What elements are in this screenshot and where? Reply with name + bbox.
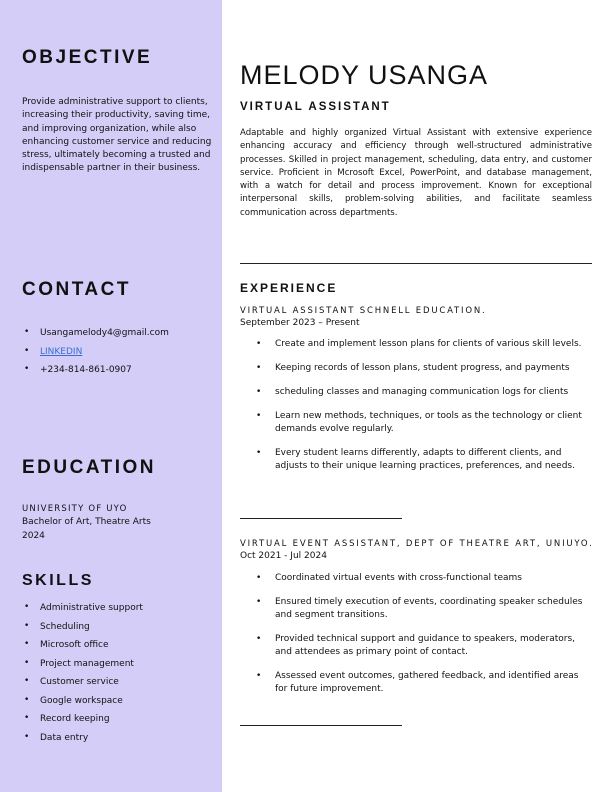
contact-linkedin[interactable] bbox=[22, 347, 169, 366]
job-bullets bbox=[240, 338, 592, 484]
skill-item: • Microsoft office bbox=[22, 640, 143, 659]
divider bbox=[240, 725, 402, 726]
job-title: VIRTUAL ASSISTANT bbox=[240, 101, 391, 113]
degree: Bachelor of Art, Theatre Arts bbox=[22, 517, 151, 528]
job-role: VIRTUAL ASSISTANT SCHNELL EDUCATION. bbox=[240, 306, 487, 316]
experience-heading: EXPERIENCE bbox=[240, 281, 338, 295]
job-bullet: • Keeping records of lesson plans, student progress, and payments bbox=[240, 362, 592, 375]
summary: Adaptable and highly organized Virtual Assistant with extensive experience enhancing accuracy and efficiency through well-structured administrative processes. Skilled in project management, scheduling, data entry, and customer service. Proficient in Mcrosoft Excel, PowerPoint, and database management, with a watch for detail and process improvement. Known for exceptional interpersonal skills, problem-solving abilities, and facilitate seamless communication across departments. bbox=[240, 128, 592, 218]
skills-list bbox=[22, 603, 143, 751]
education-heading: EDUCATION bbox=[22, 457, 157, 478]
school: UNIVERSITY OF UYO bbox=[22, 504, 128, 514]
skill-item: • Record keeping bbox=[22, 714, 143, 733]
objective-text: Provide administrative support to clients, increasing their productivity, saving time, and improving organization, while also enhancing customer service and reducing stress, ultimately becoming a trusted and indispensable partner in their business. bbox=[22, 97, 212, 174]
skill-item: • Google workspace bbox=[22, 696, 143, 715]
year: 2024 bbox=[22, 530, 45, 541]
divider bbox=[240, 518, 402, 519]
job-bullet: • Ensured timely execution of events, coordinating speaker schedules and segment transitions. bbox=[240, 596, 592, 622]
objective-heading: OBJECTIVE bbox=[22, 47, 153, 68]
job-bullet: • Assessed event outcomes, gathered feedback, and identified areas for future improvement. bbox=[240, 670, 592, 696]
candidate-name: MELODY USANGA bbox=[240, 60, 489, 90]
job-role: VIRTUAL EVENT ASSISTANT, DEPT OF THEATRE ART, UNIUYO. bbox=[240, 539, 594, 549]
contact-heading: CONTACT bbox=[22, 279, 131, 300]
contact-phone: • +234-814-861-0907 bbox=[22, 365, 169, 384]
skill-item: • Data entry bbox=[22, 733, 143, 752]
divider bbox=[240, 263, 592, 264]
job-bullet: • scheduling classes and managing communication logs for clients bbox=[240, 386, 592, 399]
skill-item: • Project management bbox=[22, 659, 143, 678]
skills-heading: SKILLS bbox=[22, 572, 94, 589]
job-bullet: • Learn new methods, techniques, or tools as the technology or client demands evolve regularly. bbox=[240, 410, 592, 436]
contact-list bbox=[22, 328, 169, 384]
job-dates: Oct 2021 - Jul 2024 bbox=[240, 551, 327, 561]
job-bullet: • Create and implement lesson plans for clients of various skill levels. bbox=[240, 338, 592, 351]
education-entry bbox=[22, 503, 151, 543]
contact-email: • Usangamelody4@gmail.com bbox=[22, 328, 169, 347]
job-bullet: • Every student learns differently, adapts to different clients, and adjusts to their unique learning practices, preferences, and needs. bbox=[240, 447, 592, 473]
job-bullet: • Coordinated virtual events with cross-functional teams bbox=[240, 572, 592, 585]
job-bullets bbox=[240, 572, 592, 707]
job-dates: September 2023 – Present bbox=[240, 318, 360, 328]
job-bullet: • Provided technical support and guidance to speakers, moderators, and attendees as primary point of contact. bbox=[240, 633, 592, 659]
skill-item: • Customer service bbox=[22, 677, 143, 696]
skill-item: • Scheduling bbox=[22, 622, 143, 641]
linkedin-link[interactable]: LINKEDIN bbox=[40, 346, 83, 357]
skill-item: • Administrative support bbox=[22, 603, 143, 622]
